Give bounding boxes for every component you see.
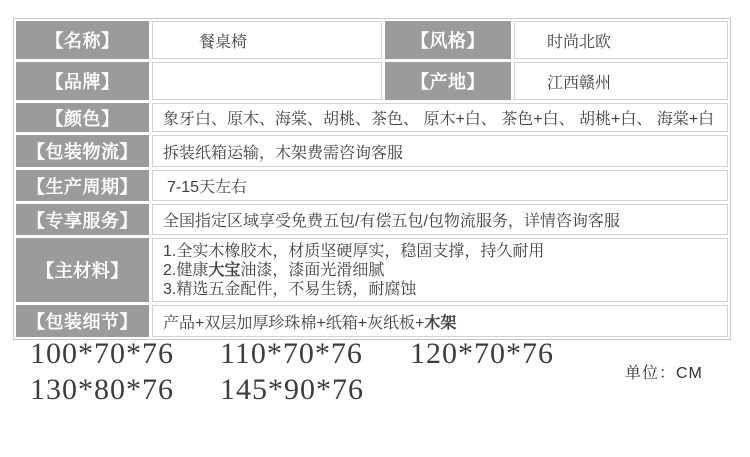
- main-materials-label: 【主材料】: [16, 238, 149, 302]
- style-value: 时尚北欧: [514, 21, 728, 59]
- packaging-detail-value: 产品+双层加厚珍珠棉+纸箱+灰纸板+ 木架: [152, 305, 728, 337]
- size-options: [30, 336, 600, 408]
- size-row-2: [30, 372, 600, 408]
- size-row-1: [30, 336, 600, 372]
- size-item: 110*70*76: [220, 337, 363, 370]
- material-line-2: 2.健康大宝油漆，漆面光滑细腻: [163, 261, 385, 279]
- name-label: 【名称】: [16, 21, 149, 59]
- main-materials-value: [152, 238, 728, 302]
- material-line-1: 1.全实木橡胶木，材质坚硬厚实，稳固支撑，持久耐用: [163, 242, 545, 260]
- size-item: 100*70*76: [30, 337, 174, 370]
- brand-label: 【品牌】: [16, 62, 149, 100]
- origin-value: 江西赣州: [514, 62, 728, 100]
- exclusive-service-value: 全国指定区域享受免费五包/有偿五包/包物流服务，详情咨询客服: [152, 204, 728, 235]
- brand-value: [152, 62, 382, 100]
- production-cycle-value: 7-15天左右: [152, 170, 728, 201]
- name-value: 餐桌椅: [152, 21, 382, 59]
- production-cycle-label: 【生产周期】: [16, 170, 149, 201]
- unit-label: 单位：CM: [625, 365, 703, 382]
- material-line-3: 3.精选五金配件，不易生锈，耐腐蚀: [163, 280, 417, 298]
- size-item: 120*70*76: [410, 337, 554, 370]
- packaging-logistics-value: 拆装纸箱运输，木架费需咨询客服: [152, 135, 728, 167]
- spec-table: [13, 18, 731, 340]
- packaging-detail-label: 【包装细节】: [16, 305, 149, 337]
- packaging-logistics-label: 【包装物流】: [16, 135, 149, 167]
- origin-label: 【产地】: [385, 62, 511, 100]
- color-label: 【颜色】: [16, 103, 149, 132]
- style-label: 【风格】: [385, 21, 511, 59]
- size-item: 145*90*76: [220, 373, 364, 406]
- size-item: 130*80*76: [30, 373, 174, 406]
- exclusive-service-label: 【专享服务】: [16, 204, 149, 235]
- color-value: 象牙白、原木、海棠、胡桃、茶色、 原木+白、 茶色+白、 胡桃+白、 海棠+白: [152, 103, 728, 132]
